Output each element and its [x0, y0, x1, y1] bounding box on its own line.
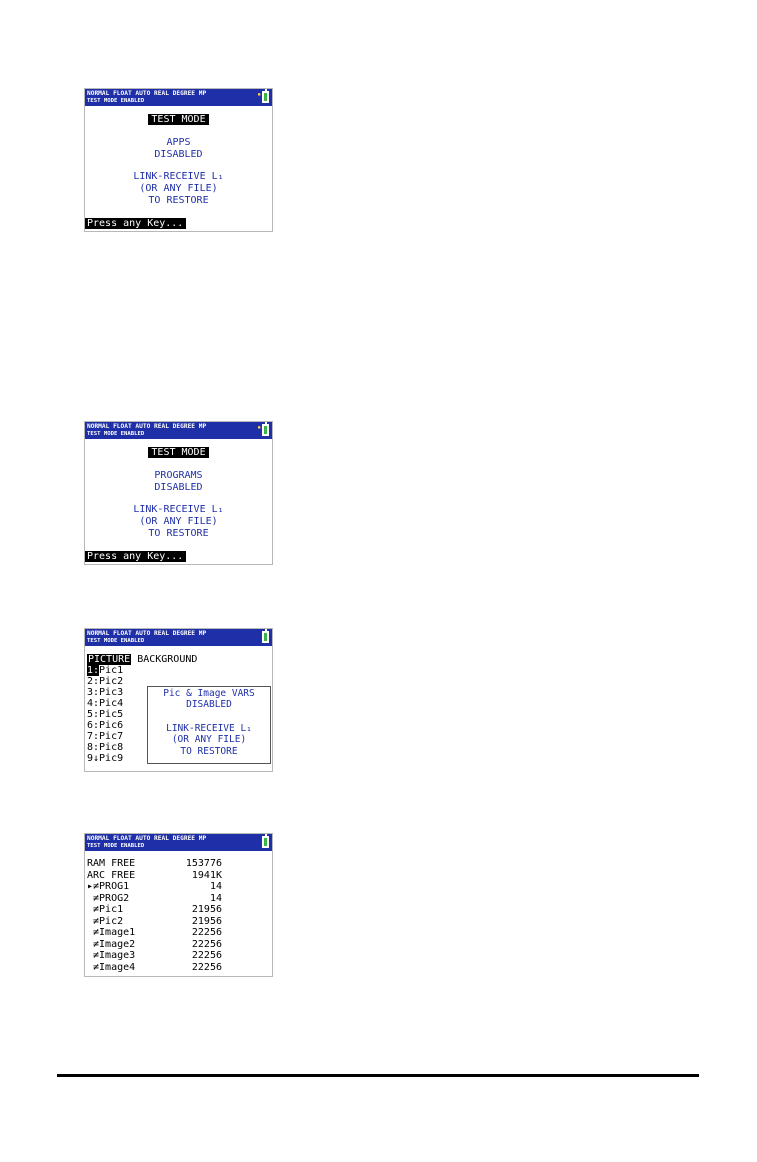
menu-tabs: [87, 654, 197, 665]
menu-item[interactable]: 9↓Pic9: [87, 753, 124, 764]
menu-item-pic1[interactable]: [87, 665, 123, 676]
menu-item-number: 1:: [87, 665, 100, 676]
memory-row-value: 22256: [191, 938, 222, 950]
popup-line-5: TO RESTORE: [180, 746, 238, 757]
test-mode-status-text: TEST MODE ENABLED: [87, 97, 145, 104]
menu-item[interactable]: 2:Pic2: [87, 676, 124, 687]
memory-row-value: 22256: [191, 961, 222, 973]
calculator-screen-programs-disabled: [84, 421, 273, 565]
press-any-key-prompt[interactable]: Press any Key...: [85, 551, 186, 562]
test-mode-title: TEST MODE: [148, 447, 208, 458]
memory-row-label: ▸≠PROG1: [87, 881, 130, 892]
test-mode-icon: ▪: [257, 424, 261, 431]
tab-background[interactable]: BACKGROUND: [137, 654, 198, 665]
mode-status-text: NORMAL FLOAT AUTO REAL DEGREE MP: [87, 423, 207, 430]
memory-row-label: ≠Image4: [87, 961, 136, 973]
press-any-key-prompt[interactable]: Press any Key...: [85, 218, 186, 229]
status-bar: [85, 422, 272, 439]
memory-row-value: 22256: [191, 927, 222, 938]
memory-row-label: ≠Image2: [87, 938, 136, 950]
memory-row-value: 22256: [191, 950, 222, 961]
title-row: [85, 447, 272, 458]
test-mode-status-text: TEST MODE ENABLED: [87, 842, 145, 849]
battery-icon: [262, 424, 269, 436]
status-bar: [85, 834, 272, 851]
mode-status-text: NORMAL FLOAT AUTO REAL DEGREE MP: [87, 835, 207, 842]
memory-row-label: ≠Pic2: [87, 915, 124, 927]
menu-item[interactable]: 3:Pic3: [87, 687, 124, 698]
page-divider: [57, 1074, 699, 1077]
memory-row-label: ≠PROG2: [87, 892, 130, 904]
menu-item[interactable]: 4:Pic4: [87, 698, 124, 709]
test-mode-icon: ▪: [257, 91, 261, 98]
menu-item[interactable]: 8:Pic8: [87, 742, 124, 753]
disabled-feature-label: APPS: [166, 137, 191, 148]
restore-line-2: (OR ANY FILE): [139, 183, 218, 194]
menu-item-label: Pic1: [99, 665, 124, 676]
memory-row-label: ≠Image1: [87, 927, 136, 938]
memory-row-value: 14: [209, 881, 222, 892]
calculator-screen-memory: [84, 833, 273, 977]
restore-line-3: TO RESTORE: [148, 195, 209, 206]
tab-picture[interactable]: PICTURE: [88, 654, 131, 665]
menu-item[interactable]: 5:Pic5: [87, 709, 124, 720]
title-row: [85, 114, 272, 125]
status-bar: [85, 629, 272, 646]
popup-line-2: DISABLED: [186, 699, 232, 710]
mode-status-text: NORMAL FLOAT AUTO REAL DEGREE MP: [87, 630, 207, 637]
battery-icon: [262, 91, 269, 103]
test-mode-title: TEST MODE: [148, 114, 208, 125]
disabled-label: DISABLED: [154, 482, 203, 493]
popup-line-4: (OR ANY FILE): [171, 734, 247, 745]
memory-row-value: 21956: [191, 904, 222, 915]
test-mode-status-text: TEST MODE ENABLED: [87, 637, 145, 644]
status-bar: [85, 89, 272, 106]
battery-icon: [262, 631, 269, 643]
restore-line-1: LINK-RECEIVE L₁: [133, 504, 224, 515]
mode-status-text: NORMAL FLOAT AUTO REAL DEGREE MP: [87, 90, 207, 97]
memory-row-label: ARC FREE: [87, 869, 136, 881]
popup-line-1: Pic & Image VARS: [163, 688, 255, 699]
memory-row-value: 153776: [185, 858, 222, 869]
restore-line-2: (OR ANY FILE): [139, 516, 218, 527]
memory-row-label: RAM FREE: [87, 858, 136, 869]
memory-row-label: ≠Image3: [87, 950, 136, 961]
memory-row-value: 1941K: [191, 869, 222, 881]
popup-line-3: LINK-RECEIVE L₁: [166, 723, 252, 734]
disabled-popup: [147, 686, 271, 764]
calculator-screen-picture-menu: [84, 628, 273, 772]
memory-row-label: ≠Pic1: [87, 904, 124, 915]
calculator-screen-apps-disabled: [84, 88, 273, 232]
test-mode-status-text: TEST MODE ENABLED: [87, 430, 145, 437]
restore-line-1: LINK-RECEIVE L₁: [133, 171, 224, 182]
menu-item[interactable]: 7:Pic7: [87, 731, 124, 742]
menu-item[interactable]: 6:Pic6: [87, 720, 124, 731]
restore-line-3: TO RESTORE: [148, 528, 209, 539]
battery-icon: [262, 836, 269, 848]
memory-row-value: 21956: [191, 915, 222, 927]
memory-row-value: 14: [209, 892, 222, 904]
disabled-label: DISABLED: [154, 149, 203, 160]
disabled-feature-label: PROGRAMS: [154, 470, 203, 481]
